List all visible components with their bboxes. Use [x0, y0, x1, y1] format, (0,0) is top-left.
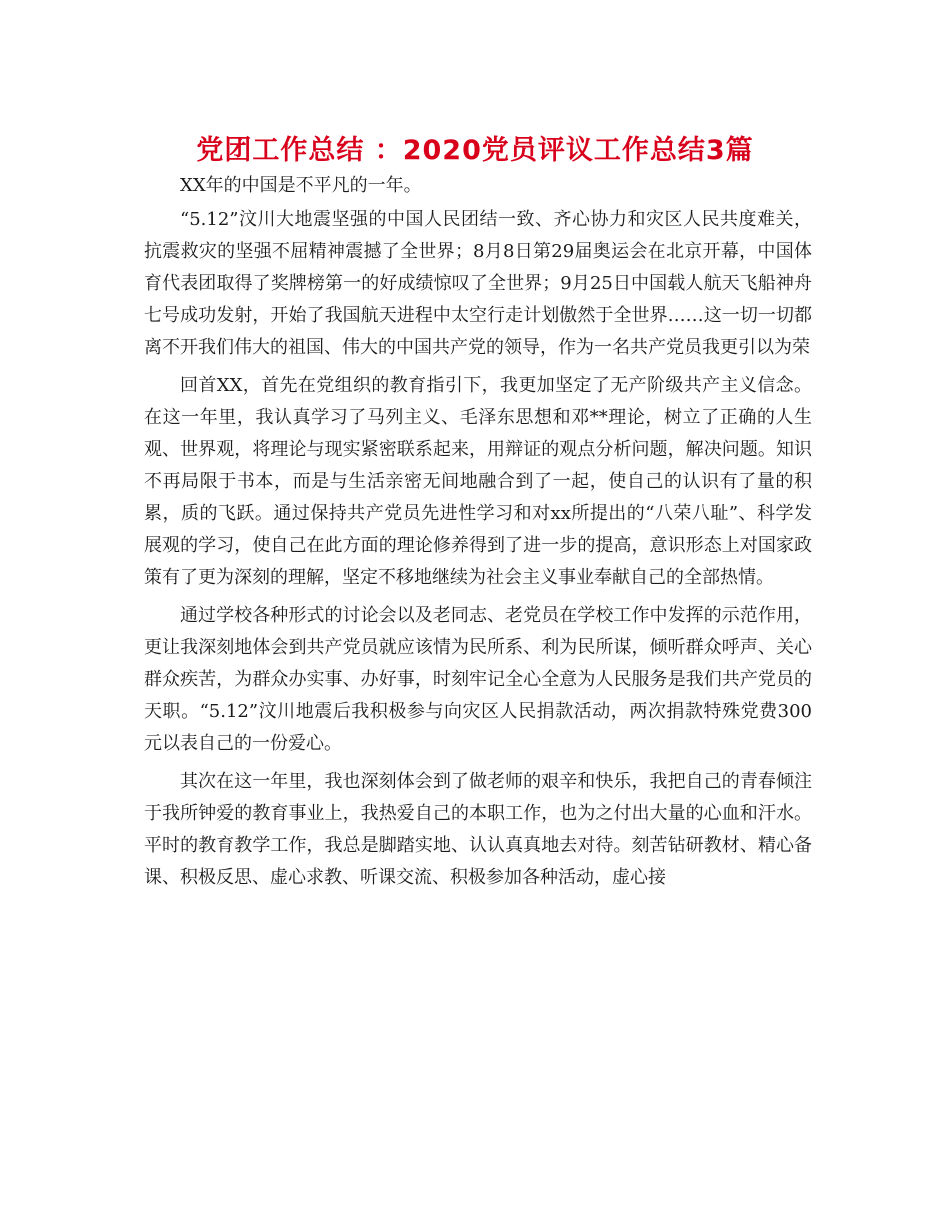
document-title: 党团工作总结 ：2020党员评议工作总结3篇: [196, 135, 754, 166]
paragraph-intro: XX年的中国是不平凡的一年。: [180, 175, 422, 196]
document-body: [144, 170, 812, 894]
paragraph-serve-people: 通过学校各种形式的讨论会以及老同志、老党员在学校工作中发挥的示范作用，更让我深刻地体会到共产党员就应该情为民所系、利为民所谋，倾听群众呼声、关心群众疾苦，为群众办实事、办好事，时刻牢记全心全意为人民服务是我们共产党员的天职。“5.12”汶川地震后我积极参与向灾区人民捐款活动，两次捐款特殊党费300元以表自己的一份爱心。: [144, 605, 812, 754]
paragraph-teaching: 其次在这一年里，我也深刻体会到了做老师的艰辛和快乐，我把自己的青春倾注于我所钟爱的教育事业上，我热爱自己的本职工作，也为之付出大量的心血和汗水。平时的教育教学工作，我总是脚踏实地、认认真真地去对待。刻苦钻研教材、精心备课、积极反思、虚心求教、听课交流、积极参加各种活动，虚心接: [144, 771, 812, 888]
paragraph-theory-study: 回首XX，首先在党组织的教育指引下，我更加坚定了无产阶级共产主义信念。在这一年里，我认真学习了马列主义、毛泽东思想和邓**理论，树立了正确的人生观、世界观，将理论与现实紧密联系起来，用辩证的观点分析问题，解决问题。知识不再局限于书本，而是与生活亲密无间地融合到了一起，使自己的认识有了量的积累，质的飞跃。通过保持共产党员先进性学习和对xx所提出的“八荣八耻”、科学发展观的学习，使自己在此方面的理论修养得到了进一步的提高，意识形态上对国家政策有了更为深刻的理解，坚定不移地继续为社会主义事业奉献自己的全部热情。: [144, 375, 812, 588]
paragraph-events: “5.12”汶川大地震坚强的中国人民团结一致、齐心协力和灾区人民共度难关，抗震救灾的坚强不屈精神震撼了全世界；8月8日第29届奥运会在北京开幕，中国体育代表团取得了奖牌榜第一的好成绩惊叹了全世界；9月25日中国载人航天飞船神舟七号成功发射，开始了我国航天进程中太空行走计划傲然于全世界……这一切一切都离不开我们伟大的祖国、伟大的中国共产党的领导，作为一名共产党员我更引以为荣: [144, 209, 812, 358]
